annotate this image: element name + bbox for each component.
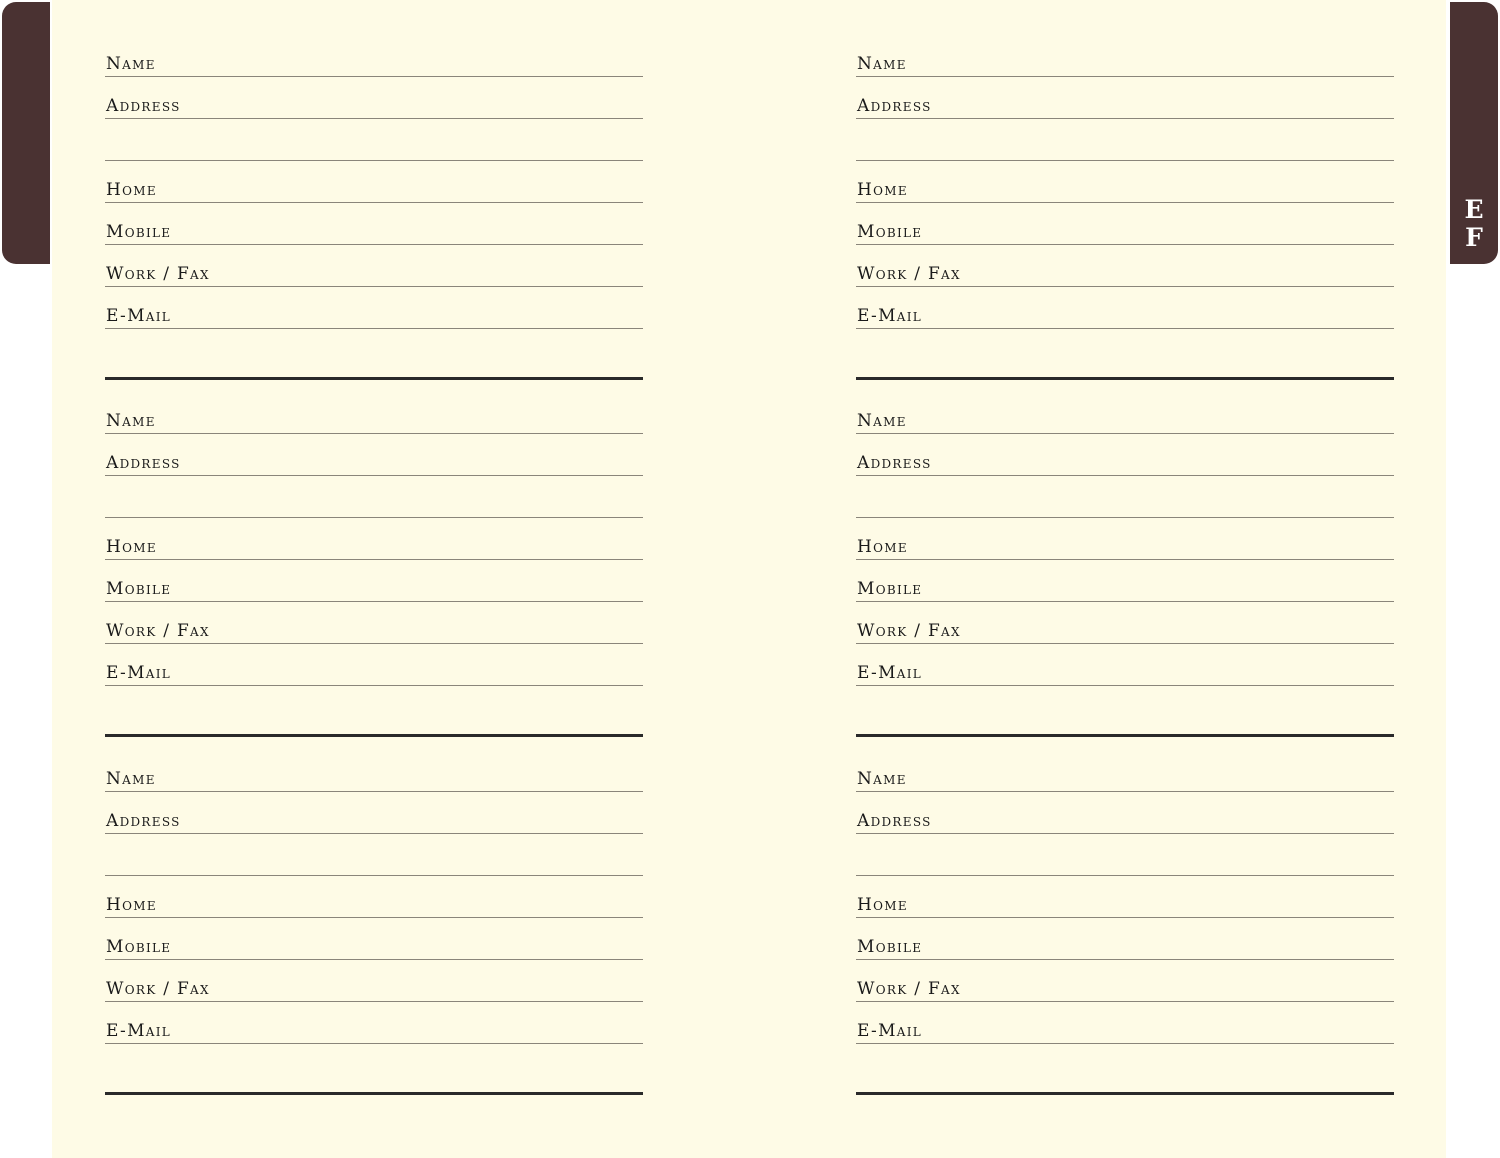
home-phone-field[interactable] bbox=[105, 876, 643, 918]
work-fax-field[interactable] bbox=[105, 602, 643, 644]
email-field-label: E-Mail bbox=[106, 306, 172, 326]
mobile-field-label: Mobile bbox=[106, 937, 172, 957]
work-fax-field-label: Work / Fax bbox=[106, 979, 210, 999]
name-field[interactable] bbox=[105, 392, 643, 434]
entry-divider bbox=[105, 1092, 643, 1095]
mobile-field[interactable] bbox=[105, 560, 643, 602]
home-phone-field-label: Home bbox=[106, 537, 157, 557]
mobile-field[interactable] bbox=[105, 203, 643, 245]
tab-letter-e: E bbox=[1464, 195, 1484, 224]
name-field-label: Name bbox=[106, 411, 156, 431]
work-fax-field-label: Work / Fax bbox=[857, 264, 961, 284]
address-field-label: Address bbox=[857, 453, 932, 473]
email-field[interactable] bbox=[105, 644, 643, 686]
name-field-label: Name bbox=[106, 54, 156, 74]
address-line-2[interactable] bbox=[856, 119, 1394, 161]
entry-divider bbox=[105, 377, 643, 380]
email-field[interactable] bbox=[105, 1002, 643, 1044]
name-field[interactable] bbox=[105, 750, 643, 792]
entry-divider bbox=[105, 734, 643, 737]
home-phone-field-label: Home bbox=[857, 537, 908, 557]
mobile-field-label: Mobile bbox=[106, 222, 172, 242]
contact-entry bbox=[856, 750, 1394, 1107]
address-field[interactable] bbox=[856, 792, 1394, 834]
email-field-label: E-Mail bbox=[857, 306, 923, 326]
mobile-field[interactable] bbox=[105, 918, 643, 960]
name-field-label: Name bbox=[857, 411, 907, 431]
mobile-field-label: Mobile bbox=[857, 937, 923, 957]
address-line-2[interactable] bbox=[856, 834, 1394, 876]
home-phone-field-label: Home bbox=[857, 895, 908, 915]
contact-entry bbox=[856, 35, 1394, 392]
home-phone-field[interactable] bbox=[856, 161, 1394, 203]
email-field-label: E-Mail bbox=[106, 663, 172, 683]
mobile-field[interactable] bbox=[856, 560, 1394, 602]
email-field-label: E-Mail bbox=[857, 1021, 923, 1041]
address-field-label: Address bbox=[106, 96, 181, 116]
email-field[interactable] bbox=[105, 287, 643, 329]
address-line-2[interactable] bbox=[105, 119, 643, 161]
address-field[interactable] bbox=[856, 434, 1394, 476]
work-fax-field-label: Work / Fax bbox=[106, 264, 210, 284]
entry-divider bbox=[856, 1092, 1394, 1095]
name-field-label: Name bbox=[106, 769, 156, 789]
address-field-label: Address bbox=[106, 811, 181, 831]
work-fax-field[interactable] bbox=[856, 602, 1394, 644]
mobile-field-label: Mobile bbox=[857, 222, 923, 242]
index-tab-left[interactable] bbox=[2, 2, 50, 264]
name-field[interactable] bbox=[856, 750, 1394, 792]
address-line-2[interactable] bbox=[105, 476, 643, 518]
mobile-field[interactable] bbox=[856, 203, 1394, 245]
email-field-label: E-Mail bbox=[106, 1021, 172, 1041]
address-line-2[interactable] bbox=[105, 834, 643, 876]
home-phone-field[interactable] bbox=[105, 161, 643, 203]
name-field[interactable] bbox=[856, 35, 1394, 77]
address-field[interactable] bbox=[856, 77, 1394, 119]
contact-entry bbox=[105, 392, 643, 749]
work-fax-field-label: Work / Fax bbox=[857, 621, 961, 641]
name-field-label: Name bbox=[857, 769, 907, 789]
home-phone-field[interactable] bbox=[856, 518, 1394, 560]
home-phone-field-label: Home bbox=[857, 180, 908, 200]
contact-entry bbox=[105, 750, 643, 1107]
index-tab-right[interactable] bbox=[1450, 2, 1498, 264]
work-fax-field-label: Work / Fax bbox=[857, 979, 961, 999]
email-field-label: E-Mail bbox=[857, 663, 923, 683]
email-field[interactable] bbox=[856, 287, 1394, 329]
home-phone-field-label: Home bbox=[106, 895, 157, 915]
email-field[interactable] bbox=[856, 644, 1394, 686]
address-field-label: Address bbox=[857, 811, 932, 831]
tab-letters bbox=[1450, 196, 1498, 252]
home-phone-field[interactable] bbox=[105, 518, 643, 560]
work-fax-field[interactable] bbox=[105, 245, 643, 287]
address-field-label: Address bbox=[106, 453, 181, 473]
name-field[interactable] bbox=[856, 392, 1394, 434]
contact-entry bbox=[105, 35, 643, 392]
contact-entry bbox=[856, 392, 1394, 749]
work-fax-field-label: Work / Fax bbox=[106, 621, 210, 641]
work-fax-field[interactable] bbox=[105, 960, 643, 1002]
address-field-label: Address bbox=[857, 96, 932, 116]
tab-letter-f: F bbox=[1465, 223, 1483, 252]
entry-divider bbox=[856, 377, 1394, 380]
work-fax-field[interactable] bbox=[856, 245, 1394, 287]
address-field[interactable] bbox=[105, 77, 643, 119]
mobile-field-label: Mobile bbox=[857, 579, 923, 599]
entry-divider bbox=[856, 734, 1394, 737]
address-field[interactable] bbox=[105, 434, 643, 476]
address-line-2[interactable] bbox=[856, 476, 1394, 518]
email-field[interactable] bbox=[856, 1002, 1394, 1044]
address-field[interactable] bbox=[105, 792, 643, 834]
home-phone-field[interactable] bbox=[856, 876, 1394, 918]
name-field[interactable] bbox=[105, 35, 643, 77]
home-phone-field-label: Home bbox=[106, 180, 157, 200]
work-fax-field[interactable] bbox=[856, 960, 1394, 1002]
mobile-field-label: Mobile bbox=[106, 579, 172, 599]
name-field-label: Name bbox=[857, 54, 907, 74]
mobile-field[interactable] bbox=[856, 918, 1394, 960]
